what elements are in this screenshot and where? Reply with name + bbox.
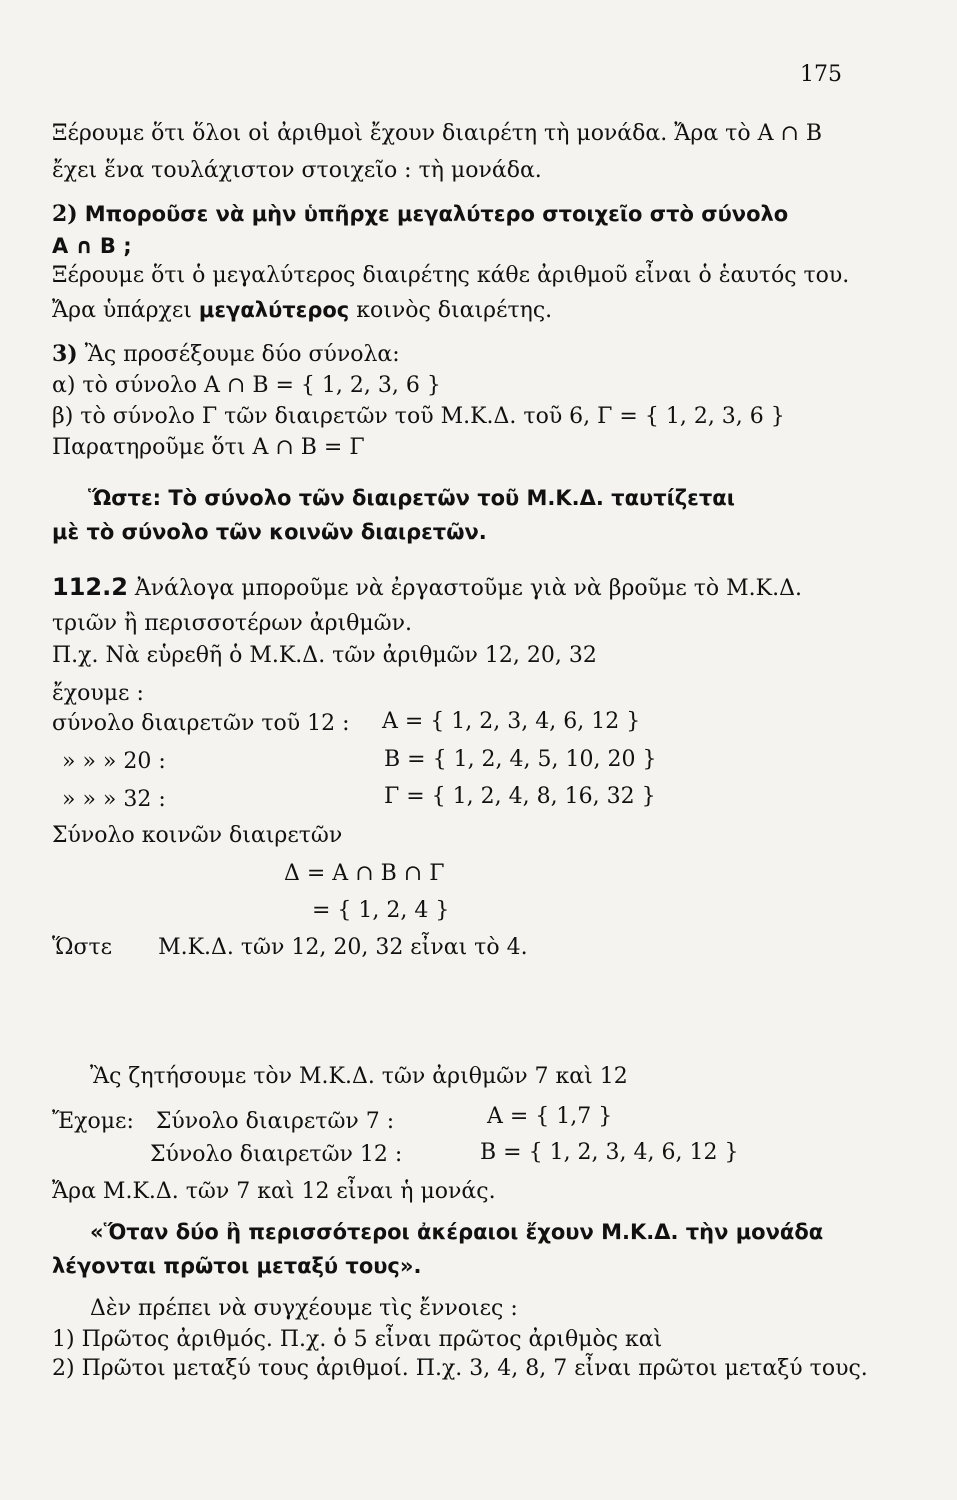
text-line: Α ∩ Β ; — [52, 234, 132, 258]
text-run: Σύνολο διαιρετῶν 7 : — [155, 1109, 395, 1134]
definition-line: «Ὅταν δύο ἢ περισσότεροι ἀκέραιοι ἔχουν Μ.Κ.Δ. τὴν μονάδα — [90, 1220, 824, 1244]
text-line: Δὲν πρέπει νὰ συγχέουμε τὶς ἔννοιες : — [90, 1296, 518, 1321]
text-line: β) τὸ σύνολο Γ τῶν διαιρετῶν τοῦ Μ.Κ.Δ. τοῦ 6, Γ = { 1, 2, 3, 6 } — [52, 404, 785, 429]
text-run: κοινὸς διαιρέτης. — [356, 298, 553, 323]
conclusion-line: μὲ τὸ σύνολο τῶν κοινῶν διαιρετῶν. — [52, 520, 487, 544]
divisor-row-label: » » » 20 : — [62, 749, 166, 774]
text-run: Μ.Κ.Δ. τῶν 12, 20, 32 εἶναι τὸ 4. — [158, 935, 528, 960]
text-line — [52, 934, 528, 962]
point-2 — [52, 200, 788, 229]
text-line: 1) Πρῶτος ἀριθμός. Π.χ. ὁ 5 εἶναι πρῶτος ἀριθμὸς καὶ — [52, 1327, 663, 1352]
page-number: 175 — [800, 62, 842, 87]
section-112-2 — [52, 573, 802, 603]
text-line — [52, 296, 552, 325]
text-line: τριῶν ἢ περισσοτέρων ἀριθμῶν. — [52, 611, 412, 636]
divisor-set: Γ = { 1, 2, 4, 8, 16, 32 } — [384, 784, 656, 809]
text-line: Σύνολο διαιρετῶν 12 : — [150, 1142, 403, 1167]
text-line: Ἂς ζητήσουμε τὸν Μ.Κ.Δ. τῶν ἀριθμῶν 7 καὶ 12 — [90, 1064, 628, 1089]
conclusion-line: Ὥστε: Τὸ σύνολο τῶν διαιρετῶν τοῦ Μ.Κ.Δ. ταυτίζεται — [88, 486, 735, 510]
text-run: Ἔχομε: — [52, 1109, 134, 1134]
divisor-set: Β = { 1, 2, 4, 5, 10, 20 } — [384, 747, 657, 772]
definition-line: λέγονται πρῶτοι μεταξύ τους». — [52, 1254, 422, 1278]
formula-line: = { 1, 2, 4 } — [312, 898, 450, 923]
text-run: Ὥστε — [52, 935, 113, 960]
text-line — [52, 1108, 394, 1136]
emphasis: μεγαλύτερος — [198, 298, 350, 322]
divisor-set: Α = { 1,7 } — [487, 1104, 613, 1129]
section-number: 112.2 — [52, 573, 128, 601]
text-line: ἔχουμε : — [52, 681, 144, 706]
text-line: Ξέρουμε ὅτι ὁ μεγαλύτερος διαιρέτης κάθε ἀριθμοῦ εἶναι ὁ ἑαυτός του. — [52, 263, 850, 288]
text-run: Ἄρα ὑπάρχει — [52, 298, 192, 323]
text-line: ἔχει ἕνα τουλάχιστον στοιχεῖο : τὴ μονάδα. — [52, 158, 542, 183]
text-line: Σύνολο κοινῶν διαιρετῶν — [52, 823, 343, 848]
text-line: Π.χ. Νὰ εὑρεθῆ ὁ Μ.Κ.Δ. τῶν ἀριθμῶν 12, 20, 32 — [52, 643, 597, 668]
text-line: α) τὸ σύνολο Α ∩ Β = { 1, 2, 3, 6 } — [52, 373, 441, 398]
divisor-set: Β = { 1, 2, 3, 4, 6, 12 } — [480, 1140, 739, 1165]
text-line: Ἄρα Μ.Κ.Δ. τῶν 7 καὶ 12 εἶναι ἡ μονάς. — [52, 1179, 496, 1204]
point-title: Ἂς προσέξουμε δύο σύνολα: — [84, 342, 400, 367]
text-line: Ξέρουμε ὅτι ὅλοι οἱ ἀριθμοὶ ἔχουν διαιρέτη τὴ μονάδα. Ἄρα τὸ Α ∩ Β — [52, 121, 823, 146]
divisor-row-label: σύνολο διαιρετῶν τοῦ 12 : — [52, 711, 350, 736]
text-line: 2) Πρῶτοι μεταξύ τους ἀριθμοί. Π.χ. 3, 4, 8, 7 εἶναι πρῶτοι μεταξύ τους. — [52, 1356, 868, 1381]
divisor-row-label: » » » 32 : — [62, 787, 166, 812]
formula-line: Δ = Α ∩ Β ∩ Γ — [284, 861, 445, 886]
point-number: 3) — [52, 341, 78, 367]
point-number: 2) — [52, 201, 78, 227]
divisor-set: Α = { 1, 2, 3, 4, 6, 12 } — [382, 709, 641, 734]
point-3 — [52, 340, 400, 369]
point-title: Μποροῦσε νὰ μὴν ὑπῆρχε μεγαλύτερο στοιχεῖο στὸ σύνολο — [84, 202, 789, 226]
section-text: Ἀνάλογα μποροῦμε νὰ ἐργαστοῦμε γιὰ νὰ βροῦμε τὸ Μ.Κ.Δ. — [134, 576, 802, 601]
text-line: Παρατηροῦμε ὅτι Α ∩ Β = Γ — [52, 435, 365, 460]
